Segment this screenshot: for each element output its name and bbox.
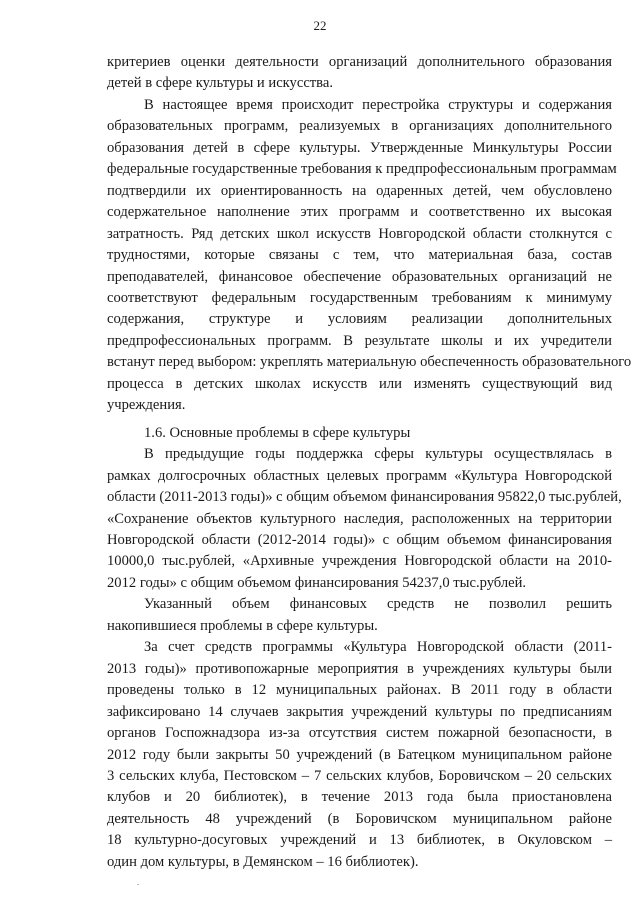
document-body [107,52,632,873]
text-line: клубов и 20 библиотек), в течение 2013 года была приостановлена [107,789,612,806]
text-line: детей в сфере культуры и искусства. [107,75,334,92]
text-line: федеральные государственные требования к предпрофессиональным программам [107,161,617,178]
section-heading: 1.6. Основные проблемы в сфере культуры [144,424,411,441]
text-line: области (2011-2013 годы)» с общим объемом финансирования 95822,0 тыс.рублей, [107,489,622,506]
text-line: «Сохранение объектов культурного наследия, расположенных на территории [107,510,612,527]
text-line: встанут перед выбором: укреплять материальную обеспеченность образовательного [107,354,632,371]
text-line: проведены только в 12 муниципальных районах. В 2011 году в области [107,682,612,699]
text-line: 2013 годы)» противопожарные мероприятия в учреждениях культуры были [107,660,612,677]
text-line: один дом культуры, в Демянском – 16 библиотек). [107,853,419,870]
text-line: образования детей в сфере культуры. Утвержденные Минкультуры России [107,139,612,156]
text-line: критериев оценки деятельности организаций дополнительного образования [107,54,612,70]
text-line: В предыдущие годы поддержка сферы культуры осуществлялась в [144,446,612,463]
paragraph [107,594,612,637]
text-line: 2012 годы» с общим объемом финансирования 54237,0 тыс.рублей. [107,574,527,591]
text-line: В настоящее время происходит перестройка структуры и содержания [144,96,612,113]
text-line: подтвердили их ориентированность на одаренных детей, чем обусловлено [107,182,612,199]
paragraph [107,637,612,873]
paragraph [107,444,622,594]
paragraph [107,95,632,417]
text-line: содержания, структуре и условиям реализации дополнительных [107,311,612,328]
text-line: образовательных программ, реализуемых в организациях дополнительного [107,118,612,135]
text-line: 18 культурно-досуговых учреждений и 13 библиотек, в Окуловском – [107,832,612,849]
text-line: преподавателей, финансовое обеспечение образовательных организаций не [107,268,612,285]
paragraph [107,52,612,95]
text-line: соответствуют федеральным государственным требованиям к минимуму [107,289,612,306]
text-line: Указанный объем финансовых средств не позволил решить [144,596,612,613]
text-line: 2012 году были закрыты 50 учреждений (в Батецком муниципальном районе [107,746,612,763]
text-line: органов Госпожнадзора из-за отсутствия систем пожарной безопасности, в [107,725,612,742]
page-number: 22 [313,18,327,33]
text-line: трудностями, которые связаны с тем, что материальная база, состав [107,247,612,264]
scan-speck [137,884,139,885]
text-line: 3 сельских клуба, Пестовском – 7 сельских клубов, Боровичском – 20 сельских [107,767,612,784]
text-line: 10000,0 тыс.рублей, «Архивные учреждения Новгородской области на 2010- [107,553,612,570]
text-line: деятельность 48 учреждений (в Боровичском муниципальном районе [107,810,612,827]
text-line: учреждения. [107,397,186,414]
text-line: За счет средств программы «Культура Новгородской области (2011- [144,639,612,656]
text-line: зафиксировано 14 случаев закрытия учреждений культуры по предписаниям [107,703,612,720]
text-line: затратность. Ряд детских школ искусств Новгородской области столкнутся с [107,225,612,242]
text-line: накопившиеся проблемы в сфере культуры. [107,617,378,634]
text-line: содержательное наполнение этих программ и соответственно их высокая [107,204,612,221]
text-line: предпрофессиональных программ. В результате школы и их учредители [107,332,612,349]
text-line: процесса в детских школах искусств или изменять существующий вид [107,375,612,392]
text-line: Новгородской области (2012-2014 годы)» с общим объемом финансирования [107,531,612,548]
text-line: рамках долгосрочных областных целевых программ «Культура Новгородской [107,467,612,484]
